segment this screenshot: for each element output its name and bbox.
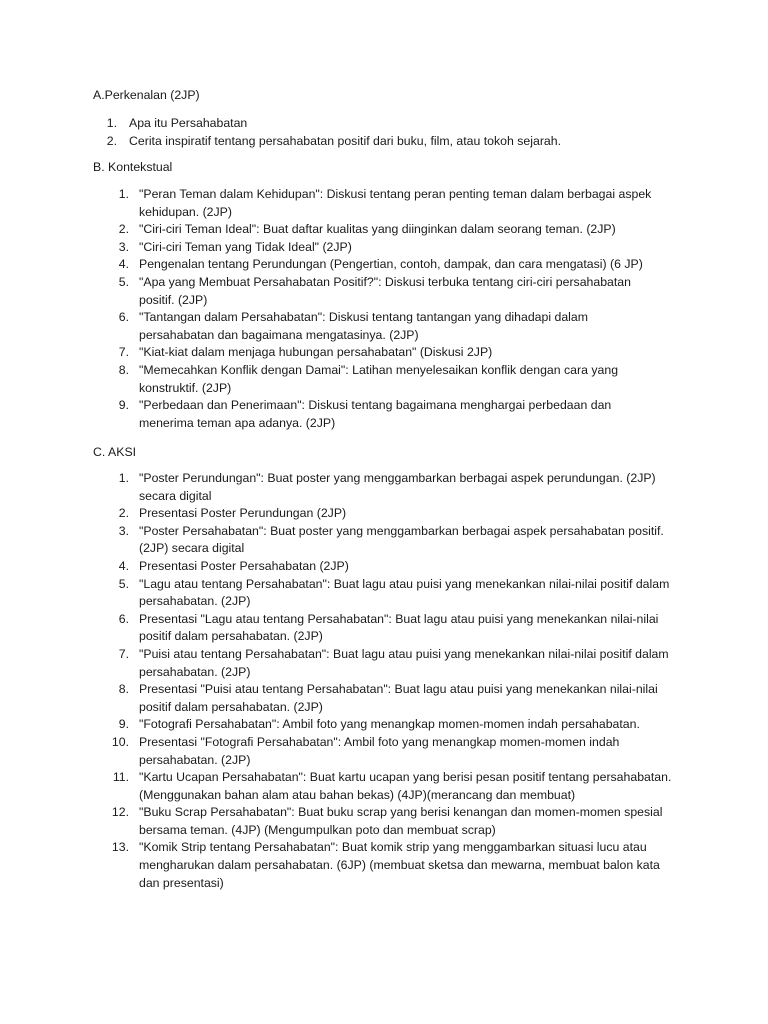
list-item [105,558,675,576]
list-item [105,186,665,221]
item-number: 2. [118,506,129,521]
list-item [105,470,675,505]
list-item [105,716,675,734]
item-text: Presentasi Poster Persahabatan (2JP) [139,558,349,573]
item-number: 9. [118,717,129,732]
item-text: "Poster Persahabatan": Buat poster yang menggambarkan berbagai aspek persahabatan positif. (2JP) secara digital [139,523,664,556]
item-number: 2. [106,133,117,148]
item-text: "Memecahkan Konflik dengan Damai": Latihan menyelesaikan konflik dengan cara yang konstruktif. (2JP) [139,362,619,395]
list-item [105,239,665,257]
item-text: "Puisi atau tentang Persahabatan": Buat lagu atau puisi yang menekankan nilai-nilai positif dalam persahabatan. (2JP) [139,646,669,679]
list-item [105,681,675,716]
section-c-heading: C. AKSI [93,445,137,459]
item-number: 3. [118,523,129,538]
list-item [93,115,693,133]
item-number: 4. [118,558,129,573]
item-number: 11. [112,770,129,785]
list-item [105,344,665,362]
list-item [105,839,675,892]
item-number: 12. [111,805,129,820]
item-text: "Poster Perundungan": Buat poster yang menggambarkan berbagai aspek perundungan. (2JP) secara digital [139,471,656,503]
item-number: 7. [118,345,129,360]
item-text: "Peran Teman dalam Kehidupan": Diskusi tentang peran penting teman dalam berbagai aspek kehidupan. (2JP) [139,187,652,219]
list-item [105,256,665,274]
section-a-list [93,115,693,150]
item-text: Pengenalan tentang Perundungan (Pengertian, contoh, dampak, dan cara mengatasi) (6 JP) [139,257,643,272]
item-number: 3. [118,239,129,254]
list-item [105,769,675,804]
item-number: 1. [118,471,129,485]
list-item [105,309,665,344]
item-number: 10. [111,734,129,749]
list-item [105,611,675,646]
item-text: Presentasi "Fotografi Persahabatan": Ambil foto yang menangkap momen-momen indah persahabatan. (2JP) [139,734,620,767]
section-a-heading: A.Perkenalan (2JP) [93,88,200,102]
list-item [105,646,675,681]
section-c-list [105,470,675,892]
item-number: 4. [118,257,129,272]
list-item [105,505,675,523]
section-b-heading: B. Kontekstual [93,160,173,174]
item-number: 1. [118,187,129,201]
list-item [105,576,675,611]
item-text: Presentasi Poster Perundungan (2JP) [139,506,347,521]
item-text: "Komik Strip tentang Persahabatan": Buat komik strip yang menggambarkan situasi lucu atau mengharukan dalam persahabatan. (6JP) (membuat sketsa dan mewarna, membuat balon kata dan presentasi) [139,840,660,890]
list-item [105,734,675,769]
item-number: 8. [118,362,129,377]
item-text: "Kiat-kiat dalam menjaga hubungan persahabatan" (Diskusi 2JP) [139,345,493,360]
item-number: 6. [118,310,129,325]
item-text: "Apa yang Membuat Persahabatan Positif?": Diskusi terbuka tentang ciri-ciri persahabatan positif. (2JP) [139,274,631,307]
list-item [105,274,665,309]
item-text: "Ciri-ciri Teman Ideal": Buat daftar kualitas yang diinginkan dalam seorang teman. (2JP) [139,222,616,237]
item-text: "Ciri-ciri Teman yang Tidak Ideal" (2JP) [139,239,352,254]
item-number: 5. [118,274,129,289]
list-item [105,523,675,558]
list-item [93,133,693,151]
item-number: 8. [118,682,129,697]
list-item [105,804,675,839]
section-b-list [105,186,665,432]
item-number: 9. [118,398,129,413]
item-text: Apa itu Persahabatan [129,116,248,130]
item-number: 13. [111,840,129,855]
item-text: "Fotografi Persahabatan": Ambil foto yang menangkap momen-momen indah persahabatan. [139,717,640,732]
list-item [105,362,665,397]
item-text: Cerita inspiratif tentang persahabatan positif dari buku, film, atau tokoh sejarah. [129,133,562,148]
item-text: "Kartu Ucapan Persahabatan": Buat kartu ucapan yang berisi pesan positif tentang persahabatan. (Menggunakan bahan alam atau bahan bekas) (4JP)(merancang dan membuat) [139,770,672,802]
item-text: Presentasi "Puisi atau tentang Persahabatan": Buat lagu atau puisi yang menekankan nilai-nilai positif dalam persahabatan. (2JP) [139,682,658,714]
item-text: "Buku Scrap Persahabatan": Buat buku scrap yang berisi kenangan dan momen-momen spesial bersama teman. (4JP) (Mengumpulkan poto dan membuat scrap) [139,805,663,837]
item-number: 5. [118,576,129,591]
list-item [105,397,665,432]
item-number: 7. [118,646,129,661]
list-item [105,221,665,239]
item-text: "Tantangan dalam Persahabatan": Diskusi tentang tantangan yang dihadapi dalam persahabatan dan bagaimana mengatasinya. (2JP) [139,310,588,342]
item-number: 1. [106,116,117,130]
item-number: 6. [118,611,129,626]
item-text: "Lagu atau tentang Persahabatan": Buat lagu atau puisi yang menekankan nilai-nilai positif dalam persahabatan. (2JP) [139,576,670,609]
item-text: Presentasi "Lagu atau tentang Persahabatan": Buat lagu atau puisi yang menekankan nilai-nilai positif dalam persahabatan. (2JP) [139,611,659,644]
item-number: 2. [118,222,129,237]
item-text: "Perbedaan dan Penerimaan": Diskusi tentang bagaimana menghargai perbedaan dan menerima teman apa adanya. (2JP) [139,398,612,430]
